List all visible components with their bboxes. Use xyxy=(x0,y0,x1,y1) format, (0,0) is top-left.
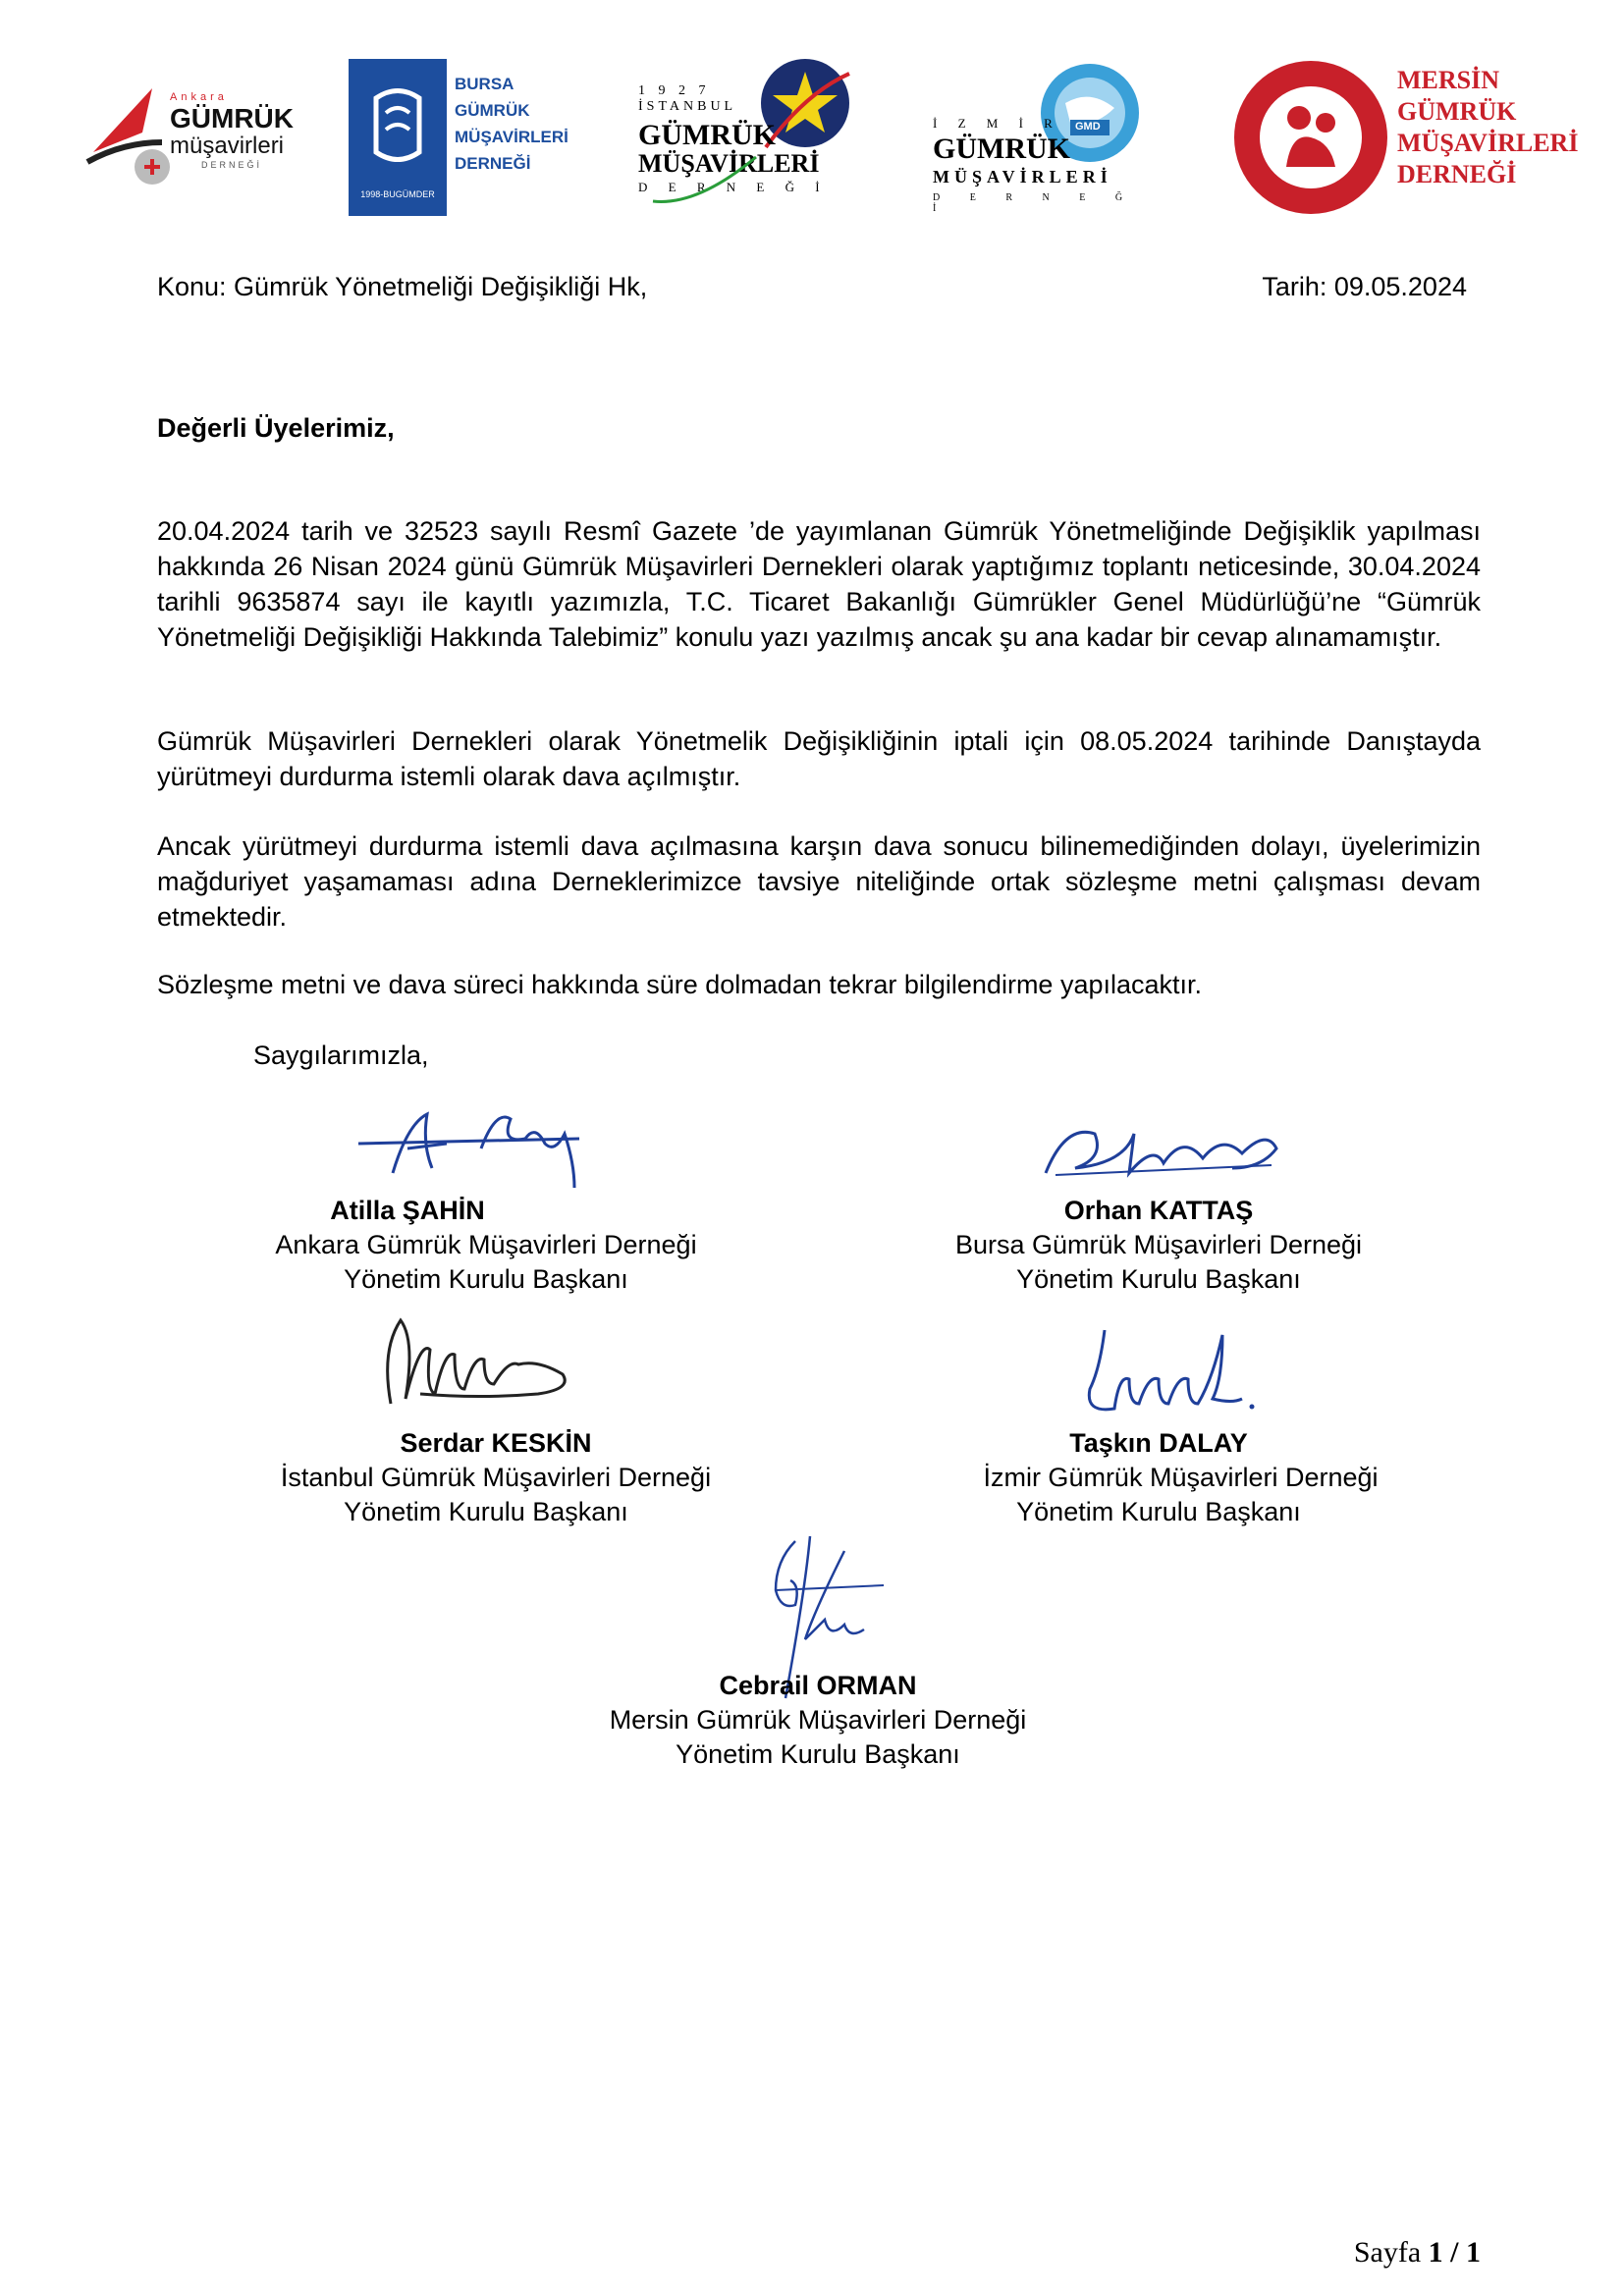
logo-strip xyxy=(83,54,1579,221)
bursa-emblem-icon xyxy=(349,59,447,187)
bursa-year: 1998-BUGÜMDER xyxy=(360,189,435,199)
date-line: Tarih: 09.05.2024 xyxy=(1262,272,1467,301)
signatory-org: İstanbul Gümrük Müşavirleri Derneği xyxy=(280,1463,712,1492)
signatory-org: Mersin Gümrük Müşavirleri Derneği xyxy=(609,1705,1027,1735)
closing: Saygılarımızla, xyxy=(253,1041,429,1070)
signatory-orman xyxy=(523,1669,1112,1772)
izmir-main: GÜMRÜK xyxy=(933,133,1070,165)
signature-kattas-icon xyxy=(1036,1114,1291,1198)
bursa-line-1: BURSA xyxy=(455,75,514,93)
signatory-name: Serdar KESKİN xyxy=(400,1428,592,1458)
paragraph-3: Ancak yürütmeyi durdurma istemli dava açılmasına karşın dava sonucu bilinemediğinden dolayı, üyelerimizin mağduriyet yaşamaması adına Derneklerimizce tavsiye niteliğinde ortak sözleşme metni çalışması devam etmektedir. xyxy=(157,831,1481,932)
signatory-title: Yönetim Kurulu Başkanı xyxy=(344,1497,628,1526)
bursa-block xyxy=(349,59,447,216)
subject-line: Konu: Gümrük Yönetmeliği Değişikliği Hk, xyxy=(157,272,648,301)
bursa-logo xyxy=(349,59,568,216)
bursa-line-3: MÜŞAVİRLERİ xyxy=(455,128,568,146)
salutation: Değerli Üyelerimiz, xyxy=(157,413,395,443)
bursa-line-4: DERNEĞİ xyxy=(455,154,531,173)
mersin-text xyxy=(1397,65,1578,190)
mersin-emblem-icon xyxy=(1232,59,1389,216)
signatory-title: Yönetim Kurulu Başkanı xyxy=(1016,1497,1301,1526)
izmir-badge: GMD xyxy=(1075,121,1101,133)
signatory-name: Cebrail ORMAN xyxy=(719,1671,917,1700)
ankara-tiny: DERNEĞİ xyxy=(201,160,263,170)
mersin-line-3: MÜŞAVİRLERİ xyxy=(1397,129,1579,157)
istanbul-city: İSTANBUL xyxy=(638,99,737,114)
izmir-sub: MÜŞAVİRLERİ xyxy=(933,167,1112,187)
bursa-line-2: GÜMRÜK xyxy=(455,101,530,120)
signatory-kattas xyxy=(864,1194,1453,1297)
signatory-name: Orhan KATTAŞ xyxy=(1063,1196,1254,1225)
istanbul-bottom: D E R N E Ğ İ xyxy=(638,180,829,194)
signatory-keskin xyxy=(201,1426,790,1529)
signatory-title: Yönetim Kurulu Başkanı xyxy=(676,1739,960,1769)
signatory-sahin xyxy=(191,1194,781,1297)
signature-sahin-icon xyxy=(353,1104,589,1198)
signatory-title: Yönetim Kurulu Başkanı xyxy=(1016,1264,1301,1294)
paragraph-2: Gümrük Müşavirleri Dernekleri olarak Yönetmelik Değişikliğinin iptali için 08.05.2024 tarihinde Danıştayda yürütmeyi durdurma istemli olarak dava açılmıştır. xyxy=(157,726,1481,791)
page-number xyxy=(1354,2236,1481,2269)
ankara-small: Ankara xyxy=(170,91,228,103)
signatory-org: İzmir Gümrük Müşavirleri Derneği xyxy=(983,1463,1379,1492)
signatory-org: Ankara Gümrük Müşavirleri Derneği xyxy=(275,1230,697,1259)
ankara-main: GÜMRÜK xyxy=(170,103,294,133)
mersin-line-2: GÜMRÜK xyxy=(1397,97,1517,126)
istanbul-main1: GÜMRÜK xyxy=(638,119,776,151)
signatory-name: Atilla ŞAHİN xyxy=(330,1196,485,1225)
istanbul-main2: MÜŞAVİRLERİ xyxy=(638,149,820,178)
paragraph-1: 20.04.2024 tarih ve 32523 sayılı Resmî Gazete ’de yayımlanan Gümrük Yönetmeliğinde Değişiklik yapılması hakkında 26 Nisan 2024 günü Gümrük Müşavirleri Dernekleri olarak yaptığımız toplantı neticesinde, 30.04.2024 tarihli 9635874 sayı ile kayıtlı yazımızla, T.C. Ticaret Bakanlığı Gümrükler Genel Müdürlüğü’ne “Gümrük Yönetmeliği Değişikliği Hakkında Talebimiz” konulu yazı yazılmış ancak şu ana kadar bir cevap alınamamıştır. xyxy=(157,516,1481,652)
mersin-logo xyxy=(1232,59,1579,221)
page-label: Sayfa xyxy=(1353,2236,1422,2269)
istanbul-swoosh-icon xyxy=(648,152,766,211)
signatory-name: Taşkın DALAY xyxy=(1069,1428,1248,1458)
paragraph-4: Sözleşme metni ve dava süreci hakkında süre dolmadan tekrar bilgilendirme yapılacaktır. xyxy=(157,970,1203,999)
mersin-line-4: DERNEĞİ xyxy=(1397,160,1517,188)
istanbul-logo xyxy=(638,54,864,221)
signatory-dalay xyxy=(864,1426,1453,1529)
signature-dalay-icon xyxy=(1075,1320,1272,1418)
istanbul-year: 1 9 2 7 xyxy=(638,83,711,98)
ankara-logo xyxy=(83,74,294,191)
izmir-logo xyxy=(933,59,1159,226)
mersin-line-1: MERSİN xyxy=(1397,66,1500,94)
signatory-org: Bursa Gümrük Müşavirleri Derneği xyxy=(954,1230,1363,1259)
page-value: 1 / 1 xyxy=(1428,2236,1481,2269)
bursa-text xyxy=(455,71,568,177)
ankara-sub: müşavirleri xyxy=(170,133,285,159)
izmir-city: İ Z M İ R xyxy=(933,116,1061,131)
izmir-bottom: D E R N E Ğ İ xyxy=(933,192,1137,214)
signatory-title: Yönetim Kurulu Başkanı xyxy=(344,1264,628,1294)
signature-keskin-icon xyxy=(371,1310,587,1418)
